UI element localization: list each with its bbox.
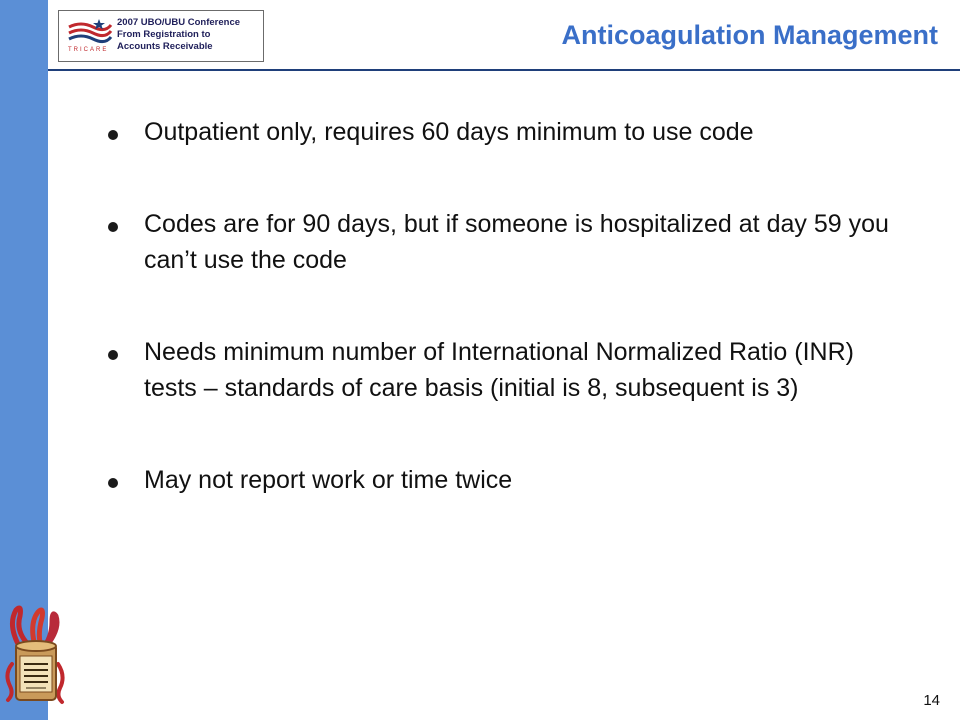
bullet-dot-icon [108,222,118,232]
bullet-item [104,334,904,406]
bullet-text: Codes are for 90 days, but if someone is hospitalized at day 59 you can’t use the code [144,210,889,274]
logo-caption [117,17,263,53]
bullet-item [104,114,904,150]
bullet-list [104,114,904,498]
bullet-item [104,462,904,498]
title-divider [48,69,960,71]
bullet-dot-icon [108,350,118,360]
logo-line-3: Accounts Receivable [117,41,213,52]
conference-logo [58,10,264,62]
bullet-text: Needs minimum number of International Normalized Ratio (INR) tests – standards of care basis (initial is 8, subsequent is 3) [144,338,854,402]
bullet-item [104,206,904,278]
bullet-text: May not report work or time twice [144,466,513,494]
tricare-flag-icon [65,17,113,55]
slide-number: 14 [923,692,940,709]
bullet-text: Outpatient only, requires 60 days minimum to use code [144,118,754,146]
bullet-dot-icon [108,130,118,140]
svg-text:TRICARE: TRICARE [68,47,109,53]
can-of-worms-icon [4,604,68,708]
logo-line-2: From Registration to [117,29,211,40]
bullet-dot-icon [108,478,118,488]
slide-title: Anticoagulation Management [561,20,938,50]
logo-line-1: 2007 UBO/UBU Conference [117,17,241,28]
